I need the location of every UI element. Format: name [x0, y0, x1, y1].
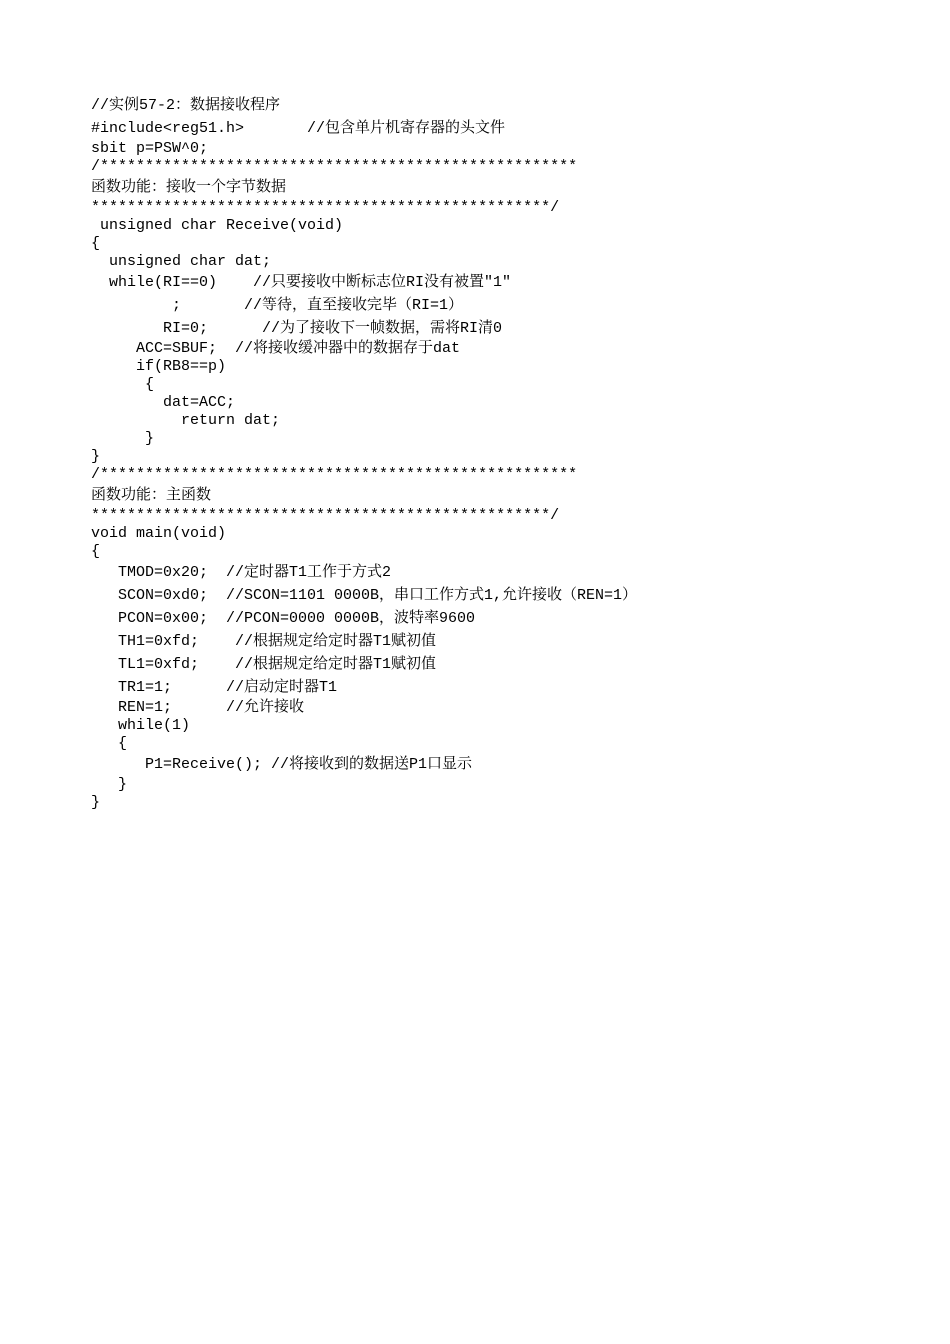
code-line: unsigned char Receive(void)	[91, 217, 344, 234]
code-line: {	[91, 543, 101, 560]
code-line: }	[91, 430, 155, 447]
code-line: sbit p=PSW^0;	[91, 140, 209, 157]
code-line: dat=ACC;	[91, 394, 236, 411]
code-line: {	[91, 235, 101, 252]
comment-line: //实例57-2：数据接收程序	[91, 97, 281, 114]
code-line: RI=0; //为了接收下一帧数据，需将RI清0	[91, 320, 503, 337]
code-line: }	[91, 776, 128, 793]
code-line: PCON=0x00; //PCON=0000 0000B，波特率9600	[91, 610, 476, 627]
comment-separator: ***************************************************/	[91, 507, 560, 524]
code-line: unsigned char dat;	[91, 253, 272, 270]
code-line: ; //等待，直至接收完毕（RI=1）	[91, 297, 464, 314]
code-line: {	[91, 376, 155, 393]
code-line: return dat;	[91, 412, 281, 429]
code-line: }	[91, 448, 101, 465]
code-line: REN=1; //允许接收	[91, 699, 305, 716]
comment-separator: ***************************************************/	[91, 199, 560, 216]
comment-separator: /*****************************************************	[91, 466, 578, 483]
code-line: while(1)	[91, 717, 191, 734]
code-line: #include<reg51.h> //包含单片机寄存器的头文件	[91, 120, 506, 137]
code-line: void main(void)	[91, 525, 227, 542]
code-line: while(RI==0) //只要接收中断标志位RI没有被置"1"	[91, 274, 512, 291]
code-listing	[91, 94, 637, 812]
code-line: if(RB8==p)	[91, 358, 227, 375]
comment-line: 函数功能：主函数	[91, 487, 212, 504]
code-line: TL1=0xfd; //根据规定给定时器T1赋初值	[91, 656, 437, 673]
code-line: TMOD=0x20; //定时器T1工作于方式2	[91, 564, 392, 581]
comment-line: 函数功能：接收一个字节数据	[91, 179, 287, 196]
code-line: SCON=0xd0; //SCON=1101 0000B，串口工作方式1,允许接收（REN=1）	[91, 587, 638, 604]
code-line: {	[91, 735, 128, 752]
code-line: P1=Receive(); //将接收到的数据送P1口显示	[91, 756, 473, 773]
code-line: TR1=1; //启动定时器T1	[91, 679, 338, 696]
code-line: ACC=SBUF; //将接收缓冲器中的数据存于dat	[91, 340, 461, 357]
code-line: }	[91, 794, 101, 811]
code-line: TH1=0xfd; //根据规定给定时器T1赋初值	[91, 633, 437, 650]
comment-separator: /*****************************************************	[91, 158, 578, 175]
